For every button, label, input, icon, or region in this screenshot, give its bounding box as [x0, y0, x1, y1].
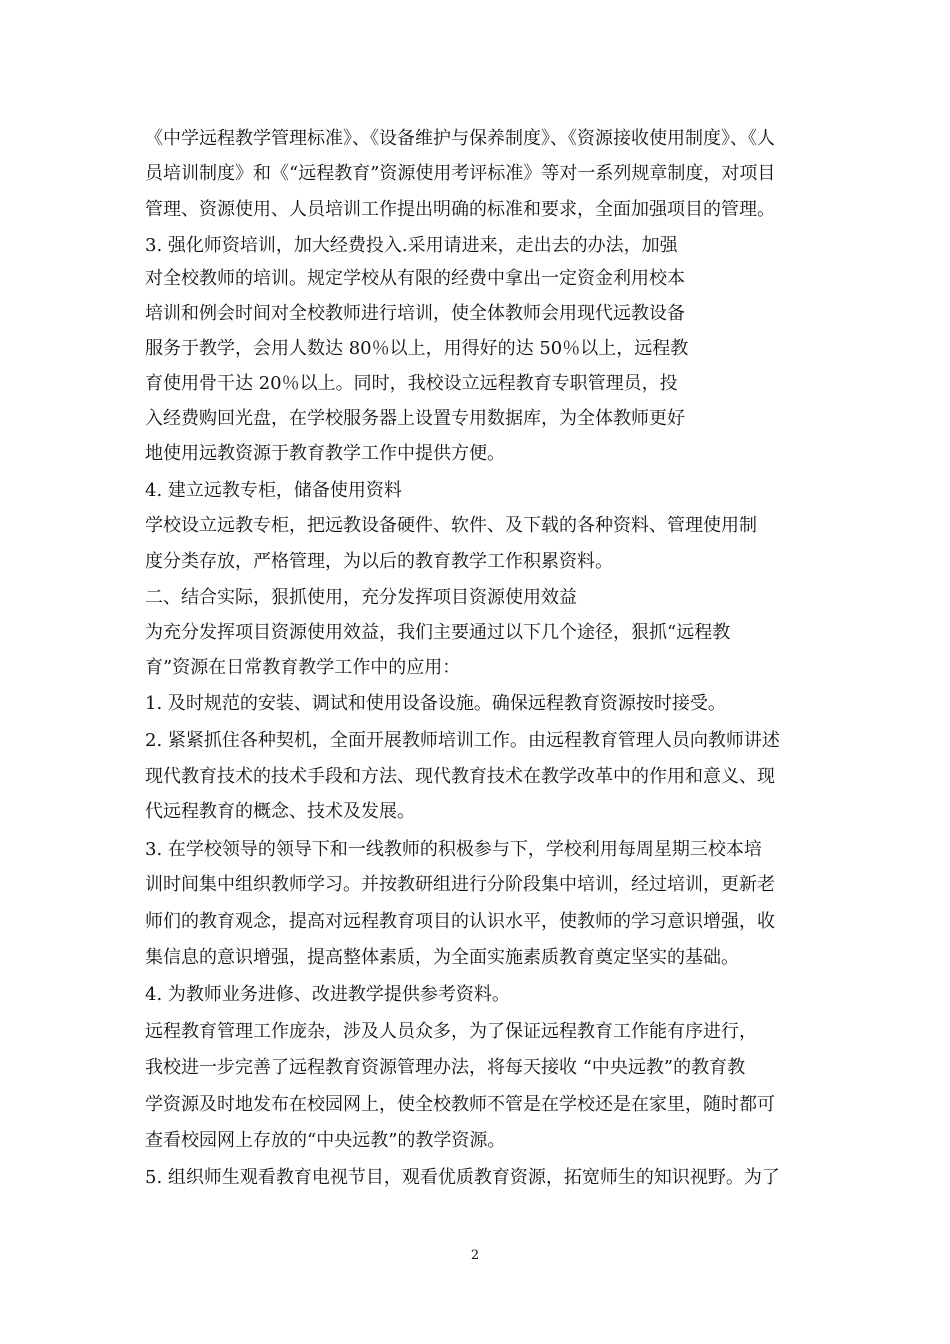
text-line: 为充分发挥项目资源使用效益，我们主要通过以下几个途径，狠抓“远程教	[145, 622, 731, 643]
text-line: 师们的教育观念，提高对远程教育项目的认识水平，使教师的学习意识增强，收	[145, 911, 775, 932]
text-line: 远程教育管理工作庞杂，涉及人员众多，为了保证远程教育工作能有序进行，	[145, 1021, 757, 1042]
text-line: 现代教育技术的技术手段和方法、现代教育技术在教学改革中的作用和意义、现	[145, 766, 775, 787]
page-number: 2	[470, 1248, 480, 1263]
text-line: 服务于教学，会用人数达 80％以上，用得好的达 50％以上，远程教	[145, 338, 689, 359]
text-line: 5. 组织师生观看教育电视节目，观看优质教育资源，拓宽师生的知识视野。为了	[145, 1167, 780, 1188]
text-line: 代远程教育的概念、技术及发展。	[145, 801, 415, 822]
text-line: 集信息的意识增强，提高整体素质，为全面实施素质教育奠定坚实的基础。	[145, 947, 739, 968]
text-line: 管理、资源使用、人员培训工作提出明确的标准和要求，全面加强项目的管理。	[145, 199, 775, 220]
text-line: 地使用远教资源于教育教学工作中提供方便。	[145, 443, 505, 464]
text-line: 学资源及时地发布在校园网上，使全校教师不管是在学校还是在家里，随时都可	[145, 1094, 775, 1115]
text-line: 3. 在学校领导的领导下和一线教师的积极参与下，学校利用每周星期三校本培	[145, 839, 762, 860]
text-line: 1. 及时规范的安装、调试和使用设备设施。确保远程教育资源按时接受。	[145, 693, 726, 714]
text-line: 查看校园网上存放的“中央远教”的教学资源。	[145, 1130, 506, 1151]
text-line: 二、结合实际，狠抓使用，充分发挥项目资源使用效益	[145, 587, 577, 608]
text-line: 培训和例会时间对全校教师进行培训，使全体教师会用现代远教设备	[145, 303, 685, 324]
text-line: 《中学远程教学管理标准》、《设备维护与保养制度》、《资源接收使用制度》、《人	[145, 128, 775, 149]
text-line: 3. 强化师资培训，加大经费投入.采用请进来，走出去的办法，加强	[145, 235, 678, 256]
text-line: 对全校教师的培训。规定学校从有限的经费中拿出一定资金利用校本	[145, 268, 685, 289]
text-line: 员培训制度》和《“远程教育”资源使用考评标准》等对一系列规章制度，对项目	[145, 163, 776, 184]
text-line: 4. 建立远教专柜，储备使用资料	[145, 480, 402, 501]
text-line: 入经费购回光盘，在学校服务器上设置专用数据库，为全体教师更好	[145, 408, 685, 429]
text-line: 学校设立远教专柜，把远教设备硬件、软件、及下载的各种资料、管理使用制	[145, 515, 757, 536]
text-line: 育”资源在日常教育教学工作中的应用：	[145, 657, 461, 678]
text-line: 4. 为教师业务进修、改进教学提供参考资料。	[145, 984, 510, 1005]
text-line: 2. 紧紧抓住各种契机，全面开展教师培训工作。由远程教育管理人员向教师讲述	[145, 730, 780, 751]
text-line: 度分类存放，严格管理，为以后的教育教学工作积累资料。	[145, 551, 613, 572]
text-line: 育使用骨干达 20％以上。同时，我校设立远程教育专职管理员，投	[145, 373, 678, 394]
text-line: 训时间集中组织教师学习。并按教研组进行分阶段集中培训，经过培训，更新老	[145, 874, 775, 895]
text-line: 我校进一步完善了远程教育资源管理办法，将每天接收 “中央远教”的教育教	[145, 1057, 746, 1078]
